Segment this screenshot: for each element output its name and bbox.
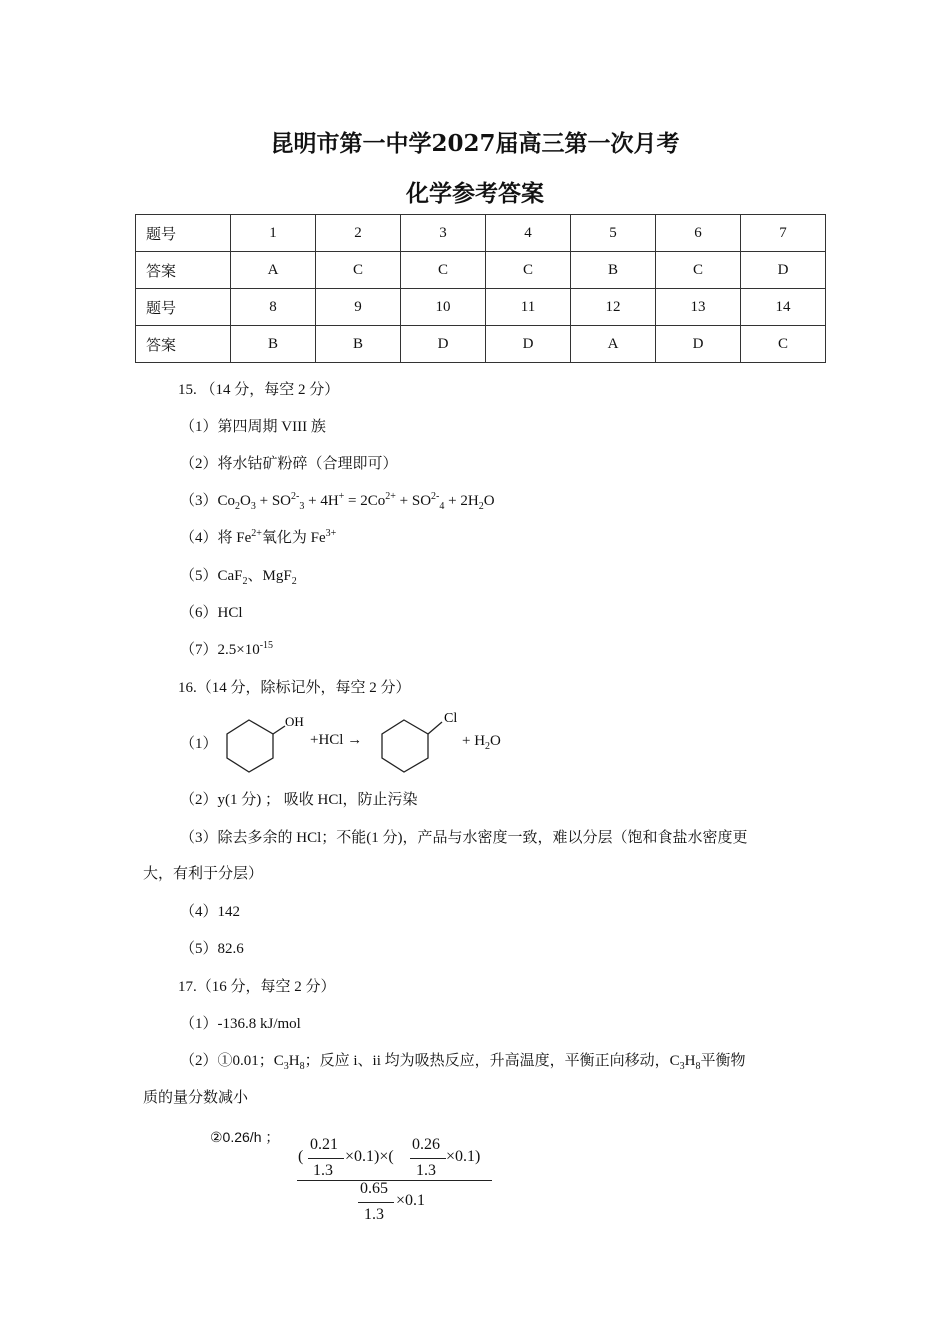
table-cell: 8 bbox=[231, 289, 316, 326]
table-cell: C bbox=[486, 252, 571, 289]
text: ；反应 i、ii 均为吸热反应，升高温度，平衡正向移动，C bbox=[304, 1053, 680, 1069]
q16-head: 16.（14 分，除标记外，每空 2 分） bbox=[178, 680, 411, 696]
table-cell: C bbox=[401, 252, 486, 289]
table-cell: 9 bbox=[316, 289, 401, 326]
text: 、MgF bbox=[247, 568, 292, 584]
superscript: 2- bbox=[431, 491, 440, 502]
text: H bbox=[288, 1053, 300, 1069]
numerator: 0.21 bbox=[310, 1136, 338, 1153]
table-row bbox=[136, 252, 826, 289]
text: + SO bbox=[255, 493, 292, 509]
text: H bbox=[684, 1053, 696, 1069]
q16-a1-plus: +HCl → bbox=[310, 732, 363, 748]
table-cell: A bbox=[231, 252, 316, 289]
page-subtitle: 化学参考答案 bbox=[406, 180, 544, 207]
numerator: 0.65 bbox=[360, 1180, 388, 1197]
table-cell: C bbox=[316, 252, 401, 289]
text: （5）CaF bbox=[180, 568, 243, 584]
table-row bbox=[136, 326, 826, 363]
table-cell: 11 bbox=[486, 289, 571, 326]
answer-table bbox=[135, 214, 826, 363]
table-row bbox=[136, 289, 826, 326]
page-title: 昆明市第一中学2027届高三第一次月考 bbox=[270, 130, 680, 157]
table-cell: 2 bbox=[316, 215, 401, 252]
table-cell: 1 bbox=[231, 215, 316, 252]
text: + H bbox=[462, 733, 486, 749]
operator: ×0.1) bbox=[446, 1148, 481, 1165]
text: + SO bbox=[395, 493, 432, 509]
subscript: 4 bbox=[439, 501, 445, 512]
q15-a1: （1）第四周期 VIII 族 bbox=[180, 419, 326, 435]
denominator: 1.3 bbox=[313, 1162, 333, 1179]
text: + 4H bbox=[304, 493, 339, 509]
table-cell: 4 bbox=[486, 215, 571, 252]
subscript: 2 bbox=[485, 741, 491, 752]
q17-a1: （1）-136.8 kJ/mol bbox=[180, 1016, 301, 1032]
text: O bbox=[483, 493, 495, 509]
subscript: 2 bbox=[242, 576, 248, 587]
q16-a1-water bbox=[462, 733, 501, 752]
subscript: 8 bbox=[299, 1061, 305, 1072]
table-cell: 5 bbox=[571, 215, 656, 252]
q16-a1-label: （1） bbox=[180, 736, 218, 752]
table-cell: D bbox=[656, 326, 741, 363]
q16-a5: （5）82.6 bbox=[180, 941, 244, 957]
superscript: 2- bbox=[291, 491, 300, 502]
row-label: 题号 bbox=[136, 289, 231, 326]
main-fraction-bar bbox=[297, 1180, 492, 1181]
operator: ×0.1)×( bbox=[345, 1148, 394, 1165]
subscript: 8 bbox=[695, 1061, 701, 1072]
text: Co bbox=[217, 493, 236, 509]
text: + 2H bbox=[444, 493, 479, 509]
superscript: 2+ bbox=[385, 491, 396, 502]
text: O bbox=[490, 733, 501, 749]
table-cell: D bbox=[486, 326, 571, 363]
table-cell: 14 bbox=[741, 289, 826, 326]
charge: 3+ bbox=[325, 528, 337, 539]
q15-a6: （6）HCl bbox=[180, 605, 243, 621]
q17-head: 17.（16 分，每空 2 分） bbox=[178, 979, 336, 995]
q17-a2-part2: ②0.26/h ； bbox=[210, 1129, 280, 1145]
table-cell: C bbox=[656, 252, 741, 289]
subscript: 3 bbox=[679, 1061, 685, 1072]
equation bbox=[217, 491, 495, 512]
subscript: 2 bbox=[291, 576, 297, 587]
subscript: 2 bbox=[478, 501, 484, 512]
row-label: 答案 bbox=[136, 326, 231, 363]
fraction-bar bbox=[410, 1158, 446, 1159]
fraction-bar bbox=[308, 1158, 344, 1159]
text: 平衡物 bbox=[700, 1053, 746, 1069]
denominator: 1.3 bbox=[364, 1206, 384, 1223]
table-cell: 12 bbox=[571, 289, 656, 326]
exponent: -15 bbox=[259, 640, 274, 651]
table-cell: 6 bbox=[656, 215, 741, 252]
table-cell: B bbox=[231, 326, 316, 363]
q15-a3 bbox=[180, 489, 495, 512]
table-cell: D bbox=[741, 252, 826, 289]
cl-label: Cl bbox=[444, 711, 458, 726]
fraction-bar bbox=[358, 1202, 394, 1203]
cyclohexanol-structure bbox=[225, 710, 315, 774]
chlorocyclohexane-structure bbox=[380, 706, 470, 776]
table-cell: D bbox=[401, 326, 486, 363]
operator: ×0.1 bbox=[396, 1192, 426, 1209]
text: （7）2.5×10 bbox=[180, 642, 260, 658]
table-row bbox=[136, 215, 826, 252]
table-cell: 3 bbox=[401, 215, 486, 252]
q16-a3-line2: 大，有利于分层） bbox=[143, 866, 264, 882]
q16-a2: （2）y(1 分) ； 吸收 HCl，防止污染 bbox=[180, 792, 418, 808]
q17-a2-line2: 质的量分数减小 bbox=[143, 1090, 249, 1106]
text: 氧化为 Fe bbox=[261, 530, 326, 546]
row-label: 答案 bbox=[136, 252, 231, 289]
oh-label: OH bbox=[285, 714, 304, 729]
table-cell: 7 bbox=[741, 215, 826, 252]
table-cell: B bbox=[571, 252, 656, 289]
table-cell: A bbox=[571, 326, 656, 363]
denominator: 1.3 bbox=[416, 1162, 436, 1179]
numerator: 0.26 bbox=[412, 1136, 440, 1153]
paren: ( bbox=[298, 1148, 304, 1165]
q15-head: 15. （14 分，每空 2 分） bbox=[178, 382, 340, 398]
table-cell: 10 bbox=[401, 289, 486, 326]
subscript: 3 bbox=[299, 501, 305, 512]
label: （3） bbox=[180, 493, 218, 509]
q16-a3-line1: （3）除去多余的 HCl；不能(1 分)，产品与水密度一致，难以分层（饱和食盐水密度更 bbox=[180, 830, 748, 846]
q17-a2-line1 bbox=[180, 1049, 745, 1072]
text: （2）①0.01；C bbox=[180, 1053, 284, 1069]
table-cell: B bbox=[316, 326, 401, 363]
superscript: + bbox=[338, 491, 345, 502]
subscript: 2 bbox=[235, 501, 241, 512]
table-cell: 13 bbox=[656, 289, 741, 326]
table-cell: C bbox=[741, 326, 826, 363]
text: O bbox=[240, 493, 251, 509]
text: （4）将 Fe bbox=[180, 530, 252, 546]
q16-a4: （4）142 bbox=[180, 904, 241, 920]
q15-a4 bbox=[180, 526, 336, 547]
q15-a2: （2）将水钴矿粉碎（合理即可） bbox=[180, 456, 398, 472]
subscript: 3 bbox=[283, 1061, 289, 1072]
subscript: 3 bbox=[250, 501, 256, 512]
row-label: 题号 bbox=[136, 215, 231, 252]
charge: 2+ bbox=[251, 528, 262, 539]
text: = 2Co bbox=[344, 493, 386, 509]
q15-a5 bbox=[180, 564, 297, 587]
q15-a7 bbox=[180, 638, 273, 659]
